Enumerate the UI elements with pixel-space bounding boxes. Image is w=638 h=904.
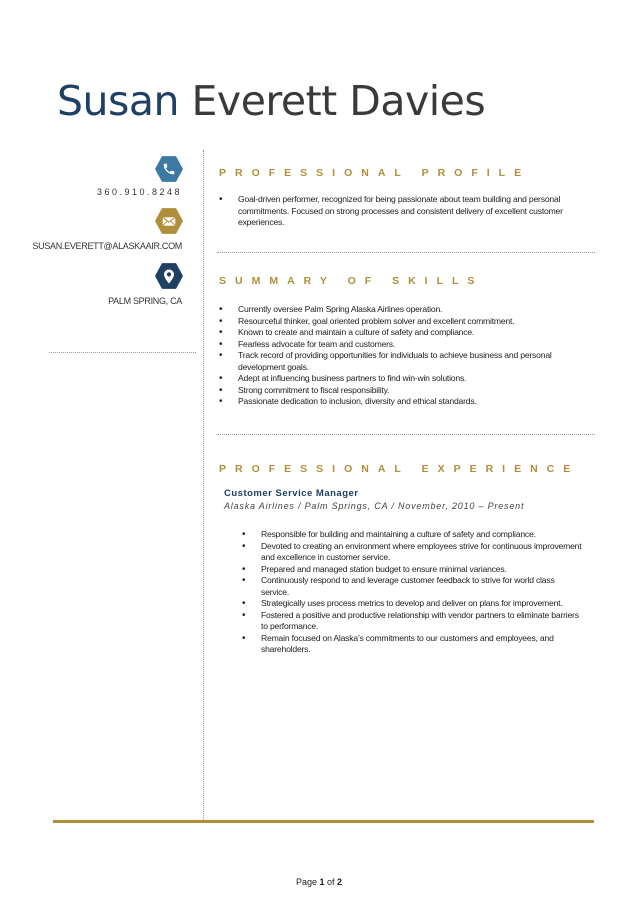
bottom-rule: [53, 820, 594, 823]
experience-bullet: • Devoted to creating an environment where employees strive for continuous improvement and excellence in customer service.: [242, 541, 584, 564]
skill-bullet: • Track record of providing opportunities for individuals to achieve business and personal development goals.: [219, 350, 591, 373]
column-divider: [203, 150, 204, 820]
experience-bullet: • Continuously respond to and leverage customer feedback to strive for world class service.: [242, 575, 584, 598]
current-page: 1: [319, 877, 325, 887]
skill-bullet: • Resourceful thinker, goal oriented problem solver and excellent commitment.: [219, 316, 591, 328]
left-divider: [49, 352, 196, 353]
first-name: Susan: [57, 77, 179, 125]
experience-bullet: • Remain focused on Alaska’s commitments to our customers and employees, and shareholders.: [242, 633, 584, 656]
resume-name: [57, 76, 485, 126]
experience-bullet: • Strategically uses process metrics to develop and deliver on plans for improvement.: [242, 598, 584, 610]
phone-icon: [155, 155, 183, 183]
experience-list: [242, 529, 584, 656]
skill-bullet: • Strong commitment to fiscal responsibility.: [219, 385, 591, 397]
skill-bullet: • Known to create and maintain a culture of safety and compliance.: [219, 327, 591, 339]
page-word: Page: [295, 877, 317, 887]
profile-list: [219, 194, 591, 229]
phone-number: 360.910.8248: [96, 187, 182, 197]
job-title: Customer Service Manager: [224, 488, 359, 499]
job-subtitle: Alaska Airlines / Palm Springs, CA / November, 2010 – Present: [224, 501, 525, 511]
profile-bullet: • Goal-driven performer, recognized for being passionate about team building and personal commitments. Focused on strong processes and consistent delivery of excellent customer experiences.: [219, 194, 591, 229]
experience-bullet: • Fostered a positive and productive relationship with vendor partners to eliminate barriers to performance.: [242, 610, 584, 633]
profile-divider: [217, 252, 595, 253]
location: PALM SPRING, CA: [108, 296, 182, 306]
experience-bullet: • Prepared and managed station budget to ensure minimal variances.: [242, 564, 584, 576]
experience-heading: PROFESSIONAL EXPERIENCE: [219, 463, 580, 475]
skill-bullet: • Fearless advocate for team and customers.: [219, 339, 591, 351]
profile-heading: PROFESSIONAL PROFILE: [219, 167, 531, 179]
skills-divider: [217, 434, 595, 435]
of-word: of: [327, 877, 335, 887]
last-name: Everett Davies: [191, 77, 486, 125]
skill-bullet: • Currently oversee Palm Spring Alaska Airlines operation.: [219, 304, 591, 316]
experience-bullet: • Responsible for building and maintaining a culture of safety and compliance.: [242, 529, 584, 541]
page-footer: [0, 877, 638, 887]
skill-bullet: • Adept at influencing business partners to find win-win solutions.: [219, 373, 591, 385]
skills-list: [219, 304, 591, 408]
map-pin-icon: [155, 262, 183, 290]
skill-bullet: • Passionate dedication to inclusion, diversity and ethical standards.: [219, 396, 591, 408]
email-address: SUSAN.EVERETT@ALASKAAIR.COM: [32, 241, 182, 251]
total-pages: 2: [337, 877, 343, 887]
skills-heading: SUMMARY OF SKILLS: [219, 275, 484, 287]
envelope-icon: [155, 207, 183, 235]
